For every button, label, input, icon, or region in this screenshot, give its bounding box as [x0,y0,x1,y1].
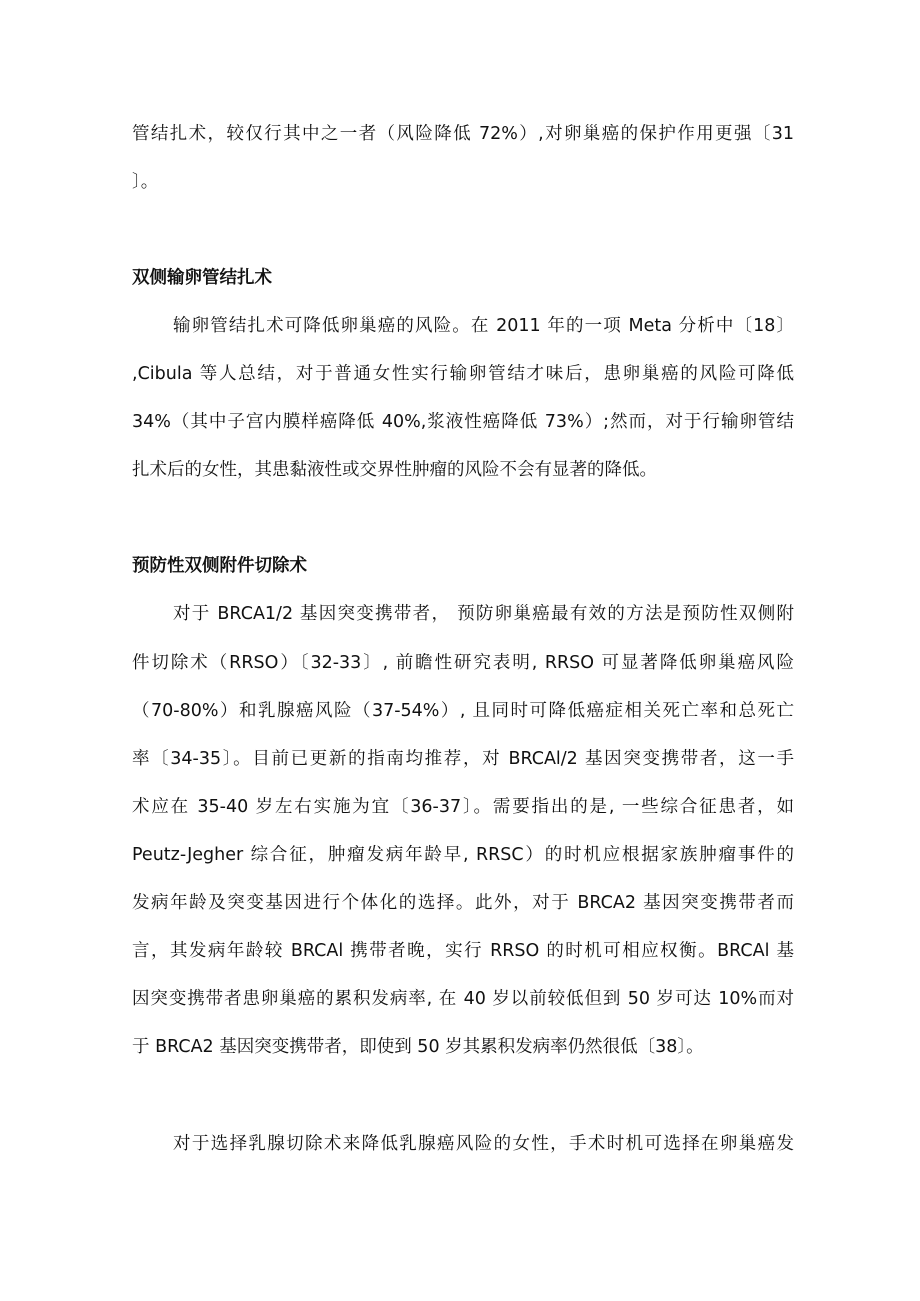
paragraph-line: 管结扎术，较仅行其中之一者（风险降低 72%）,对卵巢癌的保护作用更强〔31 [132,124,794,144]
paragraph-line: 〕。 [132,172,159,192]
paragraph-line: 言，其发病年龄较 BRCAl 携带者晚，实行 RRSO 的时机可相应权衡。BRCAl 基 [132,941,794,961]
paragraph-line: 扎术后的女性，其患黏液性或交界性肿瘤的风险不会有显著的降低。 [132,460,657,480]
paragraph-line: 件切除术（RRSO）〔32-33〕, 前瞻性研究表明, RRSO 可显著降低卵巢癌风险 [132,653,794,673]
paragraph-line: 发病年龄及突变基因进行个体化的选择。此外，对于 BRCA2 基因突变携带者而 [132,893,794,913]
paragraph-line: ,Cibula 等人总结，对于普通女性实行输卵管结才味后，患卵巢癌的风险可降低 [132,364,794,384]
paragraph-line: 因突变携带者患卵巢癌的累积发病率, 在 40 岁以前较低但到 50 岁可达 10%而对 [132,989,794,1009]
paragraph-line: Peutz-Jegher 综合征，肿瘤发病年龄早, RRSC）的时机应根据家族肿瘤事件的 [132,845,794,865]
section-heading: 预防性双侧附件切除术 [132,556,307,576]
paragraph-line: 输卵管结扎术可降低卵巢癌的风险。在 2011 年的一项 Meta 分析中〔18〕 [173,316,794,336]
paragraph-line: （70-80%）和乳腺癌风险（37-54%）, 且同时可降低癌症相关死亡率和总死亡 [132,701,794,721]
paragraph-line: 于 BRCA2 基因突变携带者，即使到 50 岁其累积发病率仍然很低〔38〕。 [132,1037,704,1057]
paragraph-line: 术应在 35-40 岁左右实施为宜〔36-37〕。需要指出的是, 一些综合征患者，如 [132,797,794,817]
paragraph-line: 对于选择乳腺切除术来降低乳腺癌风险的女性，手术时机可选择在卵巢癌发 [173,1134,794,1154]
paragraph-line: 对于 BRCA1/2 基因突变携带者， 预防卵巢癌最有效的方法是预防性双侧附 [173,604,794,624]
paragraph-line: 34%（其中子宫内膜样癌降低 40%,浆液性癌降低 73%）;然而，对于行输卵管结 [132,412,794,432]
section-heading: 双侧输卵管结扎术 [132,268,272,288]
paragraph-line: 率〔34-35〕。目前已更新的指南均推荐，对 BRCAl/2 基因突变携带者，这一手 [132,749,794,769]
